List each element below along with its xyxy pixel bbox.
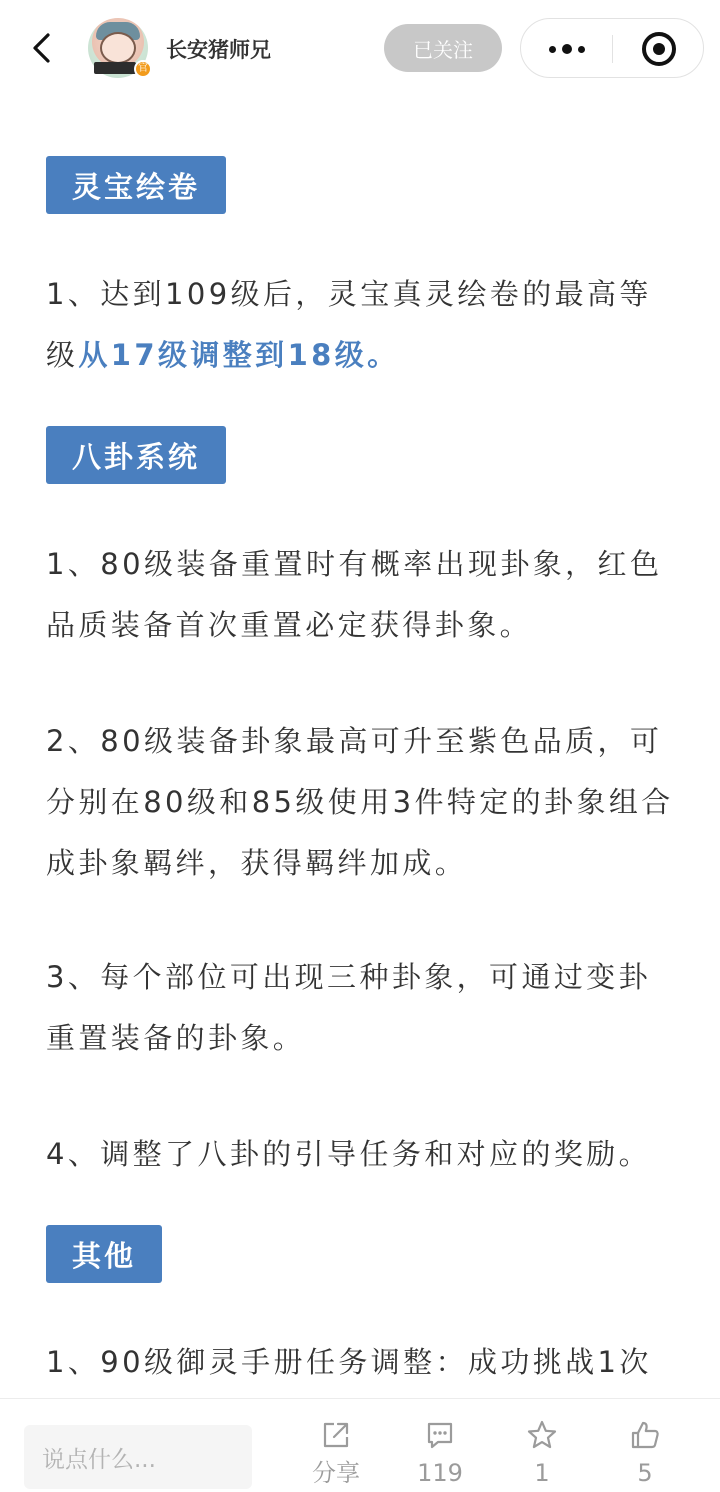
comment-icon xyxy=(424,1419,456,1451)
star-icon xyxy=(526,1419,558,1451)
mini-program-capsule xyxy=(520,18,704,78)
comment-count: 119 xyxy=(417,1459,463,1487)
share-icon xyxy=(320,1419,352,1451)
section-title-bagua: 八卦系统 xyxy=(46,426,226,484)
chevron-left-icon xyxy=(30,32,54,64)
paragraph-bagua-3: 3、每个部位可出现三种卦象，可通过变卦重置装备的卦象。 xyxy=(46,960,652,1055)
like-button[interactable] xyxy=(600,1419,690,1492)
official-badge-icon: 官 xyxy=(134,60,152,78)
section-title-lingbao: 灵宝绘卷 xyxy=(46,156,226,214)
favorite-count: 1 xyxy=(534,1459,550,1487)
share-button[interactable] xyxy=(291,1419,381,1492)
bottom-action-bar xyxy=(0,1398,720,1492)
follow-button[interactable]: 已关注 xyxy=(384,24,502,72)
section-title-other: 其他 xyxy=(46,1225,162,1283)
share-label: 分享 xyxy=(312,1459,360,1487)
thumbs-up-icon xyxy=(629,1419,661,1451)
close-mini-program-button[interactable] xyxy=(613,19,705,79)
back-button[interactable] xyxy=(22,26,62,70)
highlight-text: 从17级调整到18级。 xyxy=(78,338,400,372)
target-icon xyxy=(642,32,676,66)
more-dots-icon xyxy=(549,46,556,53)
avatar-bar-shape xyxy=(94,62,136,74)
avatar-face-shape xyxy=(100,32,136,64)
paragraph-bagua-2: 2、80级装备卦象最高可升至紫色品质，可分别在80级和85级使用3件特定的卦象组合成卦象羁绊，获得羁绊加成。 xyxy=(46,724,674,880)
paragraph-bagua-4: 4、调整了八卦的引导任务和对应的奖励。 xyxy=(46,1137,652,1171)
more-button[interactable] xyxy=(521,19,613,79)
paragraph-lingbao-1: 1、达到109级后，灵宝真灵绘卷的最高等级从17级调整到18级。 xyxy=(46,277,652,372)
paragraph-other-1: 1、90级御灵手册任务调整：成功挑战1次 xyxy=(46,1345,652,1379)
top-nav-bar xyxy=(0,0,720,96)
paragraph-bagua-1: 1、80级装备重置时有概率出现卦象，红色品质装备首次重置必定获得卦象。 xyxy=(46,547,663,642)
favorite-button[interactable] xyxy=(497,1419,587,1492)
comment-button[interactable] xyxy=(395,1419,485,1492)
like-count: 5 xyxy=(637,1459,653,1487)
comment-input[interactable]: 说点什么... xyxy=(24,1425,252,1489)
username[interactable]: 长安猪师兄 xyxy=(166,38,271,62)
